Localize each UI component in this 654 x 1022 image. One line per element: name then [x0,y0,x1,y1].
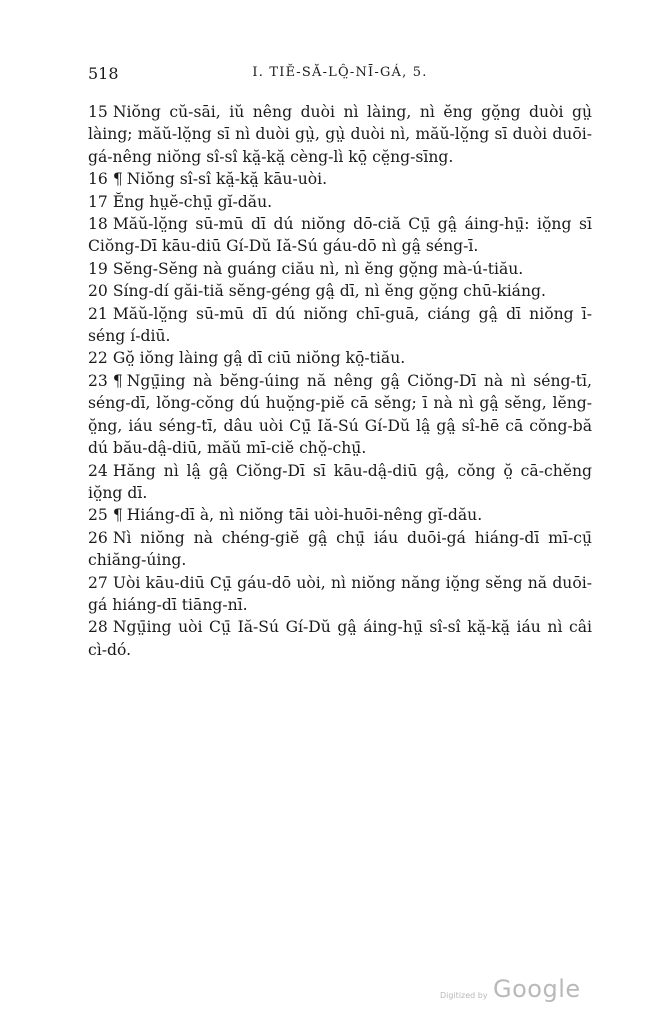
verse-number: 17 [88,192,108,211]
verse-text: Hăng nì lâ̤ gâ̤ Ciŏng-Dī sī kāu-dâ̤-diū gâ̤, cŏng ŏ̤ cā-chĕng iŏ̤ng dī. [88,461,592,502]
paragraph-mark: ¶ [112,371,123,390]
verse-text: Niŏng cŭ-sāi, iŭ nêng duòi nì làing, nì ĕng gŏ̤ng duòi gṳ̀ làing; măŭ-lŏ̤ng sī nì duòi gṳ̀, gṳ̀ duòi nì, măŭ-lŏ̤ng sī duòi duōi-gá-nêng niŏng sî-sî kă̤-kă̤ cèng-lì kō̤ cĕ̤ng-sīng. [88,103,592,166]
verse [88,370,592,460]
verse [88,258,592,280]
verse-text: Ngṳ̄ing nà bĕng-úing nă nêng gâ̤ Ciŏng-Dī nà nì séng-tī, séng-dī, lŏng-cŏng dú huŏ̤ng-piĕ cā sĕng; ī nà nì gâ̤ sĕng, lĕng-ŏ̤ng, iáu séng-tī, dâu uòi Cṳ̄ Iă-Sú Gí-Dŭ lâ̤ gâ̤ sî-hē cā cŏng-bă dú bău-dâ̤-diū, măŭ mī-ciĕ chŏ̤-chṳ̄. [88,371,592,458]
verse-text: Ngṳ̄ing uòi Cṳ̄ Iă-Sú Gí-Dŭ gâ̤ áing-hṳ̄ sî-sî kă̤-kă̤ iáu nì câi cì-dó. [88,618,592,659]
verse-number: 19 [88,259,108,278]
google-logo: Google [493,975,581,1003]
watermark-prefix: Digitized by [440,991,488,1000]
verse-text: Ĕng hṳĕ-chṳ̄ gĭ-dău. [112,192,273,211]
verse-text: Sĕng-Sĕng nà guáng ciău nì, nì ĕng gŏ̤ng mà-ú-tiău. [112,259,524,278]
verse-text: Gŏ̤ iŏng làing gâ̤ dī ciū niŏng kō̤-tiău. [112,349,406,368]
verse [88,347,592,369]
verse-number: 21 [88,304,108,323]
digitized-by-google-watermark [440,975,590,1009]
paragraph-mark: ¶ [112,506,123,525]
verse [88,191,592,213]
verse [88,168,592,190]
verse-number: 16 [88,170,108,189]
verse-number: 15 [88,103,108,121]
chapter-text [88,101,592,661]
paragraph-mark: ¶ [112,170,123,189]
verse-number: 20 [88,282,108,301]
page-header [88,64,592,94]
verse-text: Măŭ-lŏ̤ng sū-mū dī dú niŏng chī-guā, ciáng gâ̤ dī niŏng ī-séng í-diū. [88,304,592,346]
verse-text: Măŭ-lŏ̤ng sū-mū dī dú niŏng dō-ciă Cṳ̄ gâ̤ áing-hṳ̄: iŏ̤ng sī Ciŏng-Dī kāu-diū Gí-Dŭ Iă-Sú gáu-dō nì gâ̤ séng-ī. [88,215,592,256]
verse [88,280,592,302]
verse [88,616,592,661]
verse-number: 27 [88,573,108,592]
verse-number: 24 [88,461,108,480]
verse-text: Uòi kāu-diū Cṳ̄ gáu-dō uòi, nì niŏng năng iŏ̤ng sĕng nă duōi-gá hiáng-dī tiāng-nī. [88,573,592,614]
verse-text: Nì niŏng nà chéng-giĕ gâ̤ chṳ̄ iáu duōi-gá hiáng-dī mī-cṳ̄ chiăng-úing. [88,528,592,570]
verse-number: 18 [88,215,108,234]
verse-text: Niŏng sî-sî kă̤-kă̤ kāu-uòi. [126,170,328,189]
verse-number: 28 [88,618,108,637]
verse [88,101,592,168]
verse [88,303,592,348]
verse-text: Hiáng-dī à, nì niŏng tāi uòi-huōi-nêng gĭ-dău. [126,506,483,525]
verse-number: 25 [88,506,108,525]
verse-number: 26 [88,528,108,547]
verse-text: Síng-dí găi-tiă sĕng-géng gâ̤ dī, nì ĕng gŏ̤ng chū-kiáng. [112,282,546,301]
verse [88,572,592,617]
verse [88,460,592,505]
verse [88,504,592,526]
verse [88,213,592,258]
verse-number: 22 [88,349,108,368]
running-title: I. TIĔ-SĂ-LÔ̤-NĪ-GÁ, 5. [252,65,428,80]
page-number: 518 [88,64,119,83]
verse [88,527,592,572]
verse-number: 23 [88,371,108,390]
